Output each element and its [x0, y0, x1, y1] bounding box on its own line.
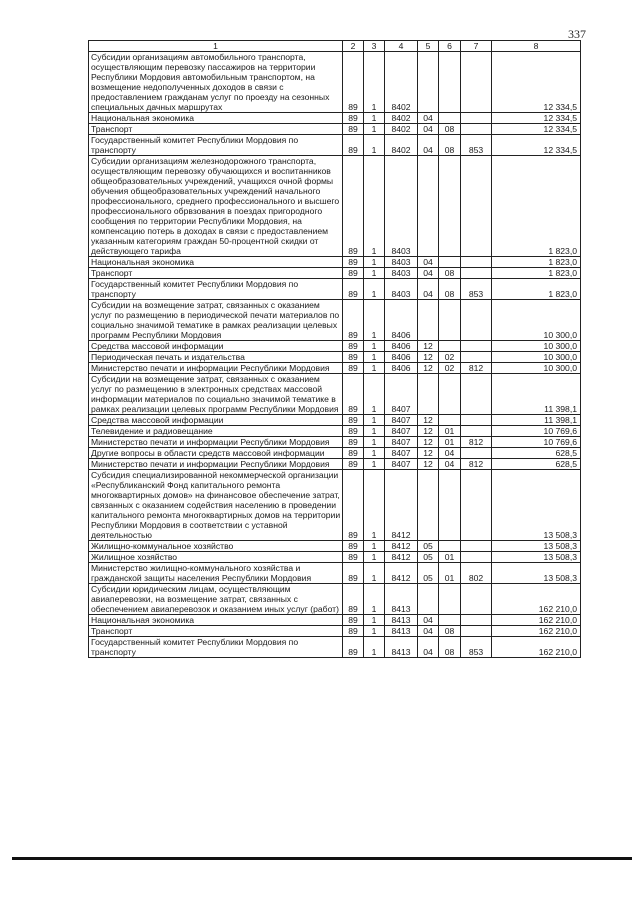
cell-name: Государственный комитет Республики Мордовия по транспорту: [89, 279, 343, 300]
cell-code-3: 1: [364, 363, 385, 374]
cell-ministry-code: [461, 426, 492, 437]
cell-section: 05: [418, 552, 439, 563]
cell-code-3: 1: [364, 470, 385, 541]
cell-subsection: [439, 156, 461, 257]
table-row: [89, 470, 581, 541]
cell-code-2: 89: [343, 552, 364, 563]
cell-amount: 162 210,0: [492, 615, 581, 626]
cell-ministry-code: [461, 124, 492, 135]
cell-target-article: 8402: [385, 135, 418, 156]
cell-amount: 10 300,0: [492, 352, 581, 363]
cell-code-3: 1: [364, 637, 385, 658]
cell-amount: 12 334,5: [492, 113, 581, 124]
cell-code-3: 1: [364, 374, 385, 415]
cell-target-article: 8407: [385, 426, 418, 437]
cell-amount: 12 334,5: [492, 52, 581, 113]
cell-ministry-code: [461, 300, 492, 341]
cell-amount: 162 210,0: [492, 626, 581, 637]
cell-amount: 11 398,1: [492, 374, 581, 415]
table-row: [89, 448, 581, 459]
cell-subsection: 01: [439, 563, 461, 584]
cell-amount: 10 300,0: [492, 341, 581, 352]
cell-name: Министерство печати и информации Республики Мордовия: [89, 437, 343, 448]
cell-name: Субсидии организациям железнодорожного транспорта, осуществляющим перевозку обучающихся и воспитанников общеобразовательных учреждений, учащихся очной формы обучения общеобразовательных учреждений начального профессионального, среднего профессионального и высшего профессионального обрвзования в поездах пригородного сообщения по территории Республики Мордовия, на компенсацию потерь в доходах в связи с предоставлением указанным категориям граждан 50-процентной скидки от действующего тарифа: [89, 156, 343, 257]
cell-name: Жилищное хозяйство: [89, 552, 343, 563]
cell-section: [418, 156, 439, 257]
table-row: [89, 437, 581, 448]
cell-ministry-code: [461, 626, 492, 637]
cell-target-article: 8406: [385, 352, 418, 363]
cell-subsection: 08: [439, 268, 461, 279]
cell-section: 12: [418, 448, 439, 459]
cell-code-3: 1: [364, 552, 385, 563]
cell-code-2: 89: [343, 268, 364, 279]
cell-name: Национальная экономика: [89, 615, 343, 626]
cell-code-2: 89: [343, 341, 364, 352]
cell-name: Министерство печати и информации Республики Мордовия: [89, 459, 343, 470]
table-row: [89, 637, 581, 658]
cell-subsection: 08: [439, 124, 461, 135]
cell-code-2: 89: [343, 113, 364, 124]
cell-name: Национальная экономика: [89, 257, 343, 268]
cell-code-3: 1: [364, 156, 385, 257]
cell-name: Субсидии на возмещение затрат, связанных с оказанием услуг по размещению в электронных средствах массовой информации материалов по социально значимой тематике в рамках реализации целевых программ Республики Мордовия: [89, 374, 343, 415]
cell-name: Средства массовой информации: [89, 341, 343, 352]
cell-section: [418, 300, 439, 341]
cell-section: 04: [418, 637, 439, 658]
table-row: [89, 268, 581, 279]
cell-section: 12: [418, 437, 439, 448]
cell-section: 04: [418, 124, 439, 135]
table-row: [89, 584, 581, 615]
cell-target-article: 8403: [385, 156, 418, 257]
table-body: [89, 41, 581, 658]
cell-amount: 628,5: [492, 459, 581, 470]
cell-name: Другие вопросы в области средств массовой информации: [89, 448, 343, 459]
cell-code-2: 89: [343, 563, 364, 584]
cell-section: 12: [418, 459, 439, 470]
cell-code-2: 89: [343, 448, 364, 459]
cell-amount: 1 823,0: [492, 279, 581, 300]
cell-name: Национальная экономика: [89, 113, 343, 124]
cell-code-3: 1: [364, 615, 385, 626]
cell-name: Телевидение и радиовещание: [89, 426, 343, 437]
cell-code-2: 89: [343, 279, 364, 300]
cell-ministry-code: [461, 448, 492, 459]
cell-section: 04: [418, 257, 439, 268]
cell-section: 12: [418, 415, 439, 426]
header-cell: 8: [492, 41, 581, 52]
cell-code-3: 1: [364, 279, 385, 300]
cell-ministry-code: 812: [461, 363, 492, 374]
cell-target-article: 8407: [385, 459, 418, 470]
cell-amount: 13 508,3: [492, 552, 581, 563]
table-header-row: [89, 41, 581, 52]
cell-section: 05: [418, 563, 439, 584]
cell-code-2: 89: [343, 52, 364, 113]
cell-section: 04: [418, 279, 439, 300]
cell-code-3: 1: [364, 257, 385, 268]
cell-ministry-code: 802: [461, 563, 492, 584]
cell-target-article: 8413: [385, 637, 418, 658]
cell-code-3: 1: [364, 437, 385, 448]
cell-ministry-code: [461, 352, 492, 363]
table-row: [89, 426, 581, 437]
cell-code-2: 89: [343, 470, 364, 541]
cell-amount: 13 508,3: [492, 563, 581, 584]
table-row: [89, 124, 581, 135]
cell-ministry-code: 853: [461, 637, 492, 658]
cell-subsection: [439, 52, 461, 113]
cell-code-3: 1: [364, 300, 385, 341]
cell-target-article: 8407: [385, 437, 418, 448]
cell-code-3: 1: [364, 52, 385, 113]
cell-name: Министерство жилищно-коммунального хозяйства и гражданской защиты населения Республики Мордовия: [89, 563, 343, 584]
cell-code-2: 89: [343, 352, 364, 363]
table-row: [89, 626, 581, 637]
cell-subsection: [439, 615, 461, 626]
cell-target-article: 8402: [385, 113, 418, 124]
cell-code-2: 89: [343, 257, 364, 268]
cell-section: 04: [418, 615, 439, 626]
cell-ministry-code: 853: [461, 135, 492, 156]
cell-subsection: 02: [439, 363, 461, 374]
cell-target-article: 8403: [385, 279, 418, 300]
bottom-rule: [12, 857, 632, 860]
cell-code-2: 89: [343, 135, 364, 156]
cell-subsection: 02: [439, 352, 461, 363]
cell-target-article: 8412: [385, 563, 418, 584]
table-row: [89, 341, 581, 352]
table-row: [89, 374, 581, 415]
cell-target-article: 8412: [385, 541, 418, 552]
cell-section: [418, 52, 439, 113]
header-cell: 2: [343, 41, 364, 52]
table-row: [89, 156, 581, 257]
cell-ministry-code: 853: [461, 279, 492, 300]
cell-section: 12: [418, 341, 439, 352]
page-number: 337: [568, 27, 586, 41]
cell-section: 12: [418, 426, 439, 437]
cell-section: 12: [418, 363, 439, 374]
cell-subsection: [439, 341, 461, 352]
cell-ministry-code: [461, 415, 492, 426]
table-row: [89, 563, 581, 584]
cell-code-3: 1: [364, 541, 385, 552]
cell-name: Периодическая печать и издательства: [89, 352, 343, 363]
cell-target-article: 8403: [385, 268, 418, 279]
cell-target-article: 8413: [385, 584, 418, 615]
cell-subsection: [439, 470, 461, 541]
cell-target-article: 8403: [385, 257, 418, 268]
cell-ministry-code: [461, 257, 492, 268]
cell-amount: 162 210,0: [492, 584, 581, 615]
table-row: [89, 363, 581, 374]
cell-code-3: 1: [364, 415, 385, 426]
cell-amount: 10 300,0: [492, 363, 581, 374]
cell-target-article: 8402: [385, 124, 418, 135]
cell-subsection: [439, 300, 461, 341]
cell-subsection: [439, 415, 461, 426]
cell-ministry-code: [461, 113, 492, 124]
cell-code-2: 89: [343, 300, 364, 341]
cell-subsection: 01: [439, 437, 461, 448]
header-cell: 6: [439, 41, 461, 52]
cell-target-article: 8407: [385, 374, 418, 415]
cell-subsection: [439, 257, 461, 268]
cell-code-2: 89: [343, 637, 364, 658]
cell-section: [418, 374, 439, 415]
cell-target-article: 8413: [385, 615, 418, 626]
cell-code-3: 1: [364, 459, 385, 470]
cell-code-2: 89: [343, 363, 364, 374]
cell-ministry-code: [461, 584, 492, 615]
header-cell: 1: [89, 41, 343, 52]
cell-amount: 12 334,5: [492, 135, 581, 156]
table-row: [89, 552, 581, 563]
cell-section: 12: [418, 352, 439, 363]
cell-section: [418, 470, 439, 541]
table-row: [89, 279, 581, 300]
cell-code-3: 1: [364, 268, 385, 279]
header-cell: 3: [364, 41, 385, 52]
cell-ministry-code: [461, 541, 492, 552]
cell-name: Транспорт: [89, 268, 343, 279]
cell-target-article: 8402: [385, 52, 418, 113]
cell-target-article: 8413: [385, 626, 418, 637]
cell-subsection: 08: [439, 279, 461, 300]
cell-amount: 1 823,0: [492, 257, 581, 268]
table-row: [89, 459, 581, 470]
cell-amount: 13 508,3: [492, 541, 581, 552]
cell-target-article: 8412: [385, 552, 418, 563]
cell-code-3: 1: [364, 113, 385, 124]
table-row: [89, 257, 581, 268]
cell-subsection: [439, 113, 461, 124]
cell-code-2: 89: [343, 541, 364, 552]
cell-amount: 162 210,0: [492, 637, 581, 658]
cell-subsection: [439, 584, 461, 615]
table-row: [89, 615, 581, 626]
cell-code-3: 1: [364, 352, 385, 363]
cell-target-article: 8407: [385, 415, 418, 426]
cell-code-3: 1: [364, 426, 385, 437]
cell-code-3: 1: [364, 341, 385, 352]
cell-subsection: 08: [439, 626, 461, 637]
cell-code-2: 89: [343, 626, 364, 637]
cell-subsection: [439, 374, 461, 415]
cell-section: 04: [418, 113, 439, 124]
cell-name: Жилищно-коммунальное хозяйство: [89, 541, 343, 552]
cell-amount: 1 823,0: [492, 156, 581, 257]
table-row: [89, 300, 581, 341]
cell-name: Субсидия специализированной некоммерческой организации «Республиканский Фонд капитального ремонта многоквартирных домов» на финансовое обеспечение затрат, связанных с оказанием содействия населению в проведении капитального ремонта многоквартирных домов на территории Республики Мордовия в соответствии с уставной деятельностью: [89, 470, 343, 541]
cell-amount: 13 508,3: [492, 470, 581, 541]
header-cell: 5: [418, 41, 439, 52]
cell-ministry-code: [461, 156, 492, 257]
cell-subsection: 01: [439, 552, 461, 563]
table-row: [89, 415, 581, 426]
cell-section: [418, 584, 439, 615]
cell-amount: 10 300,0: [492, 300, 581, 341]
cell-ministry-code: [461, 470, 492, 541]
cell-code-3: 1: [364, 135, 385, 156]
cell-code-3: 1: [364, 563, 385, 584]
cell-code-3: 1: [364, 124, 385, 135]
cell-target-article: 8406: [385, 341, 418, 352]
cell-ministry-code: [461, 552, 492, 563]
table-row: [89, 52, 581, 113]
table-row: [89, 352, 581, 363]
cell-name: Средства массовой информации: [89, 415, 343, 426]
cell-amount: 11 398,1: [492, 415, 581, 426]
cell-subsection: 01: [439, 426, 461, 437]
table-row: [89, 135, 581, 156]
budget-table: [88, 40, 581, 658]
cell-amount: 12 334,5: [492, 124, 581, 135]
cell-code-2: 89: [343, 415, 364, 426]
cell-section: 04: [418, 135, 439, 156]
cell-name: Субсидии на возмещение затрат, связанных с оказанием услуг по размещению в периодической печати материалов по социально значимой тематике в рамках реализации целевых программ Республики Мордовия: [89, 300, 343, 341]
cell-section: 04: [418, 626, 439, 637]
cell-amount: 1 823,0: [492, 268, 581, 279]
cell-code-3: 1: [364, 448, 385, 459]
cell-subsection: 08: [439, 135, 461, 156]
cell-amount: 10 769,6: [492, 437, 581, 448]
cell-ministry-code: [461, 268, 492, 279]
cell-code-2: 89: [343, 459, 364, 470]
cell-code-2: 89: [343, 156, 364, 257]
cell-amount: 628,5: [492, 448, 581, 459]
cell-ministry-code: 812: [461, 437, 492, 448]
cell-name: Транспорт: [89, 124, 343, 135]
cell-target-article: 8406: [385, 300, 418, 341]
table-row: [89, 113, 581, 124]
cell-subsection: 04: [439, 448, 461, 459]
cell-name: Государственный комитет Республики Мордовия по транспорту: [89, 135, 343, 156]
cell-ministry-code: [461, 52, 492, 113]
cell-subsection: 08: [439, 637, 461, 658]
cell-code-2: 89: [343, 615, 364, 626]
cell-section: 05: [418, 541, 439, 552]
header-cell: 7: [461, 41, 492, 52]
cell-code-2: 89: [343, 374, 364, 415]
cell-ministry-code: [461, 615, 492, 626]
cell-code-2: 89: [343, 124, 364, 135]
cell-name: Министерство печати и информации Республики Мордовия: [89, 363, 343, 374]
cell-ministry-code: [461, 341, 492, 352]
cell-target-article: 8406: [385, 363, 418, 374]
cell-subsection: [439, 541, 461, 552]
cell-code-2: 89: [343, 426, 364, 437]
table-row: [89, 541, 581, 552]
cell-amount: 10 769,6: [492, 426, 581, 437]
cell-code-2: 89: [343, 437, 364, 448]
cell-code-3: 1: [364, 626, 385, 637]
cell-name: Субсидии юридическим лицам, осуществляющим авиаперевозки, на возмещение затрат, связанных с обеспечением авиаперевозок и оказанием иных услуг (работ): [89, 584, 343, 615]
cell-code-2: 89: [343, 584, 364, 615]
cell-ministry-code: [461, 374, 492, 415]
cell-name: Транспорт: [89, 626, 343, 637]
cell-ministry-code: 812: [461, 459, 492, 470]
cell-name: Субсидии организациям автомобильного транспорта, осуществляющим перевозку пассажиров на территории Республики Мордовия автомобильным транспортом, на возмещение недополученных доходов в связи с предоставлением гражданам услуг по проезду на сезонных специальных дачных маршрутах: [89, 52, 343, 113]
cell-name: Государственный комитет Республики Мордовия по транспорту: [89, 637, 343, 658]
cell-section: 04: [418, 268, 439, 279]
cell-target-article: 8412: [385, 470, 418, 541]
cell-subsection: 04: [439, 459, 461, 470]
cell-code-3: 1: [364, 584, 385, 615]
header-cell: 4: [385, 41, 418, 52]
cell-target-article: 8407: [385, 448, 418, 459]
